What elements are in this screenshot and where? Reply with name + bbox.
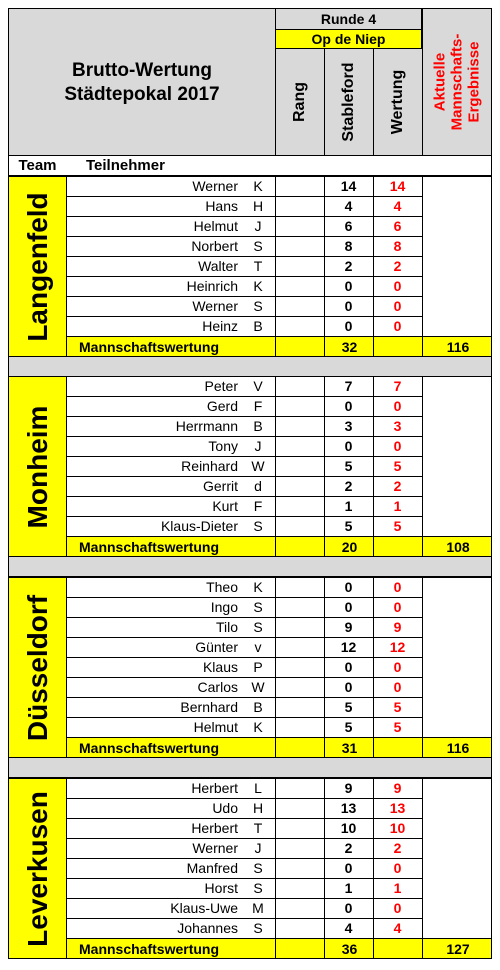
- player-initial: V: [253, 378, 263, 394]
- stableford-value: 0: [344, 298, 353, 314]
- stableford-value: 0: [344, 438, 353, 454]
- table-row: [66, 476, 492, 496]
- team-stableford-total: 20: [341, 539, 358, 555]
- table-row: [66, 778, 492, 798]
- team-summary-label: Mannschaftswertung: [79, 740, 220, 756]
- player-initial: M: [252, 900, 264, 916]
- player-initial: W: [251, 679, 265, 695]
- team-separator: [8, 356, 492, 377]
- player-initial: S: [253, 880, 263, 896]
- team-summary-row: [66, 536, 492, 557]
- table-row: [66, 456, 492, 476]
- wertung-value: 12: [389, 639, 406, 655]
- team-summary-row: [66, 737, 492, 758]
- table-row: [66, 637, 492, 657]
- wertung-value: 13: [389, 800, 406, 816]
- team-summary-label: Mannschaftswertung: [79, 539, 220, 555]
- wertung-value: 5: [393, 699, 402, 715]
- stableford-header: [324, 48, 374, 156]
- player-initial: F: [253, 398, 263, 414]
- team-col-label: Team: [18, 157, 57, 174]
- table-row: [66, 858, 492, 878]
- title-block: [8, 8, 276, 156]
- team-overall-total: 116: [446, 740, 470, 756]
- player-initial: H: [252, 198, 264, 214]
- wertung-value: 2: [393, 478, 402, 494]
- wertung-value: 14: [389, 178, 406, 194]
- course-label: Op de Niep: [311, 31, 386, 47]
- stableford-value: 5: [344, 458, 353, 474]
- player-first-name: Walter: [198, 258, 238, 274]
- player-first-name: Reinhard: [181, 458, 238, 474]
- table-row: [66, 697, 492, 717]
- player-initial: S: [253, 298, 263, 314]
- team-overall-total: 116: [446, 339, 470, 355]
- table-row: [66, 296, 492, 316]
- table-row: [66, 416, 492, 436]
- stableford-value: 10: [340, 820, 357, 836]
- team-stableford-total: 31: [341, 740, 358, 756]
- stableford-value: 8: [344, 238, 353, 254]
- stableford-value: 0: [344, 398, 353, 414]
- player-first-name: Werner: [192, 298, 238, 314]
- participants-col-label-cell: [66, 155, 492, 176]
- aktuelle-line-3: Ergebnisse: [465, 41, 483, 123]
- player-first-name: Kurt: [212, 498, 238, 514]
- stableford-header-label: Stableford: [340, 62, 357, 142]
- player-first-name: Werner: [192, 178, 238, 194]
- player-initial: P: [253, 659, 263, 675]
- player-first-name: Herbert: [191, 820, 238, 836]
- player-first-name: Heinrich: [186, 278, 238, 294]
- player-first-name: Tony: [208, 438, 238, 454]
- player-initial: K: [253, 719, 263, 735]
- wertung-value: 0: [393, 900, 402, 916]
- wertung-value: 0: [393, 438, 402, 454]
- stableford-value: 0: [344, 278, 353, 294]
- wertung-value: 9: [393, 619, 402, 635]
- table-row: [66, 617, 492, 637]
- wertung-value: 7: [393, 378, 402, 394]
- player-first-name: Udo: [212, 800, 238, 816]
- table-row: [66, 236, 492, 256]
- table-row: [66, 798, 492, 818]
- table-row: [66, 396, 492, 416]
- player-initial: J: [254, 438, 262, 454]
- player-initial: W: [251, 458, 265, 474]
- wertung-value: 0: [393, 398, 402, 414]
- player-initial: S: [253, 238, 263, 254]
- team-separator: [8, 757, 492, 778]
- stableford-value: 0: [344, 900, 353, 916]
- stableford-value: 0: [344, 579, 353, 595]
- team-summary-row: [66, 336, 492, 357]
- round-cell: [275, 8, 422, 30]
- wertung-value: 0: [393, 318, 402, 334]
- wertung-value: 0: [393, 659, 402, 675]
- course-cell: [275, 29, 422, 49]
- player-first-name: Klaus-Uwe: [170, 900, 238, 916]
- stableford-value: 0: [344, 659, 353, 675]
- player-first-name: Günter: [195, 639, 238, 655]
- wertung-value: 2: [393, 258, 402, 274]
- rang-header: [275, 48, 325, 156]
- table-row: [66, 597, 492, 617]
- player-first-name: Bernhard: [180, 699, 238, 715]
- wertung-value: 3: [393, 418, 402, 434]
- stableford-value: 9: [344, 619, 353, 635]
- player-initial: T: [253, 258, 263, 274]
- stableford-value: 4: [344, 198, 353, 214]
- player-first-name: Gerrit: [203, 478, 238, 494]
- player-initial: S: [253, 619, 263, 635]
- player-initial: S: [253, 860, 263, 876]
- player-initial: B: [253, 318, 263, 334]
- wertung-value: 5: [393, 458, 402, 474]
- stableford-value: 12: [340, 639, 357, 655]
- player-first-name: Herrmann: [175, 418, 238, 434]
- player-first-name: Ingo: [210, 599, 238, 615]
- table-row: [66, 838, 492, 858]
- stableford-value: 6: [344, 218, 353, 234]
- wertung-value: 5: [393, 719, 402, 735]
- table-row: [66, 496, 492, 516]
- stableford-value: 0: [344, 318, 353, 334]
- wertung-header: [373, 48, 423, 156]
- wertung-value: 8: [393, 238, 402, 254]
- stableford-value: 3: [344, 418, 353, 434]
- player-first-name: Peter: [204, 378, 238, 394]
- wertung-header-label: Wertung: [389, 69, 406, 135]
- table-row: [66, 176, 492, 196]
- player-initial: S: [253, 518, 263, 534]
- table-row: [66, 436, 492, 456]
- player-first-name: Klaus-Dieter: [160, 518, 238, 534]
- team-summary-label: Mannschaftswertung: [79, 339, 220, 355]
- player-first-name: Manfred: [186, 860, 238, 876]
- stableford-value: 5: [344, 699, 353, 715]
- player-first-name: Norbert: [191, 238, 238, 254]
- player-initial: v: [254, 639, 262, 655]
- team-col-label-cell: [8, 155, 67, 176]
- player-initial: J: [254, 840, 262, 856]
- team-overall-total: 108: [446, 539, 470, 555]
- wertung-value: 0: [393, 298, 402, 314]
- player-initial: H: [252, 800, 264, 816]
- title-line-2: Städtepokal 2017: [64, 84, 220, 105]
- player-initial: L: [254, 780, 262, 796]
- aktuelle-line-2: Mannschafts-: [448, 33, 466, 131]
- stableford-value: 0: [344, 860, 353, 876]
- stableford-value: 1: [344, 498, 353, 514]
- stableford-value: 14: [340, 178, 357, 194]
- stableford-value: 5: [344, 518, 353, 534]
- table-row: [66, 256, 492, 276]
- player-initial: F: [253, 498, 263, 514]
- player-initial: K: [253, 278, 263, 294]
- team-name-cell: [8, 376, 67, 557]
- stableford-value: 2: [344, 840, 353, 856]
- player-initial: B: [253, 418, 263, 434]
- rang-header-label: Rang: [291, 82, 308, 122]
- player-first-name: Horst: [204, 880, 238, 896]
- participants-col-label: Teilnehmer: [86, 157, 165, 174]
- team-name: Leverkusen: [21, 790, 53, 947]
- player-initial: K: [253, 178, 263, 194]
- table-row: [66, 276, 492, 296]
- team-name-cell: [8, 577, 67, 758]
- player-first-name: Helmut: [193, 218, 238, 234]
- player-first-name: Herbert: [191, 780, 238, 796]
- team-name: Langenfeld: [21, 191, 53, 342]
- aktuelle-line-1: Aktuelle: [431, 52, 449, 112]
- player-first-name: Helmut: [193, 719, 238, 735]
- stableford-value: 7: [344, 378, 353, 394]
- player-first-name: Heinz: [202, 318, 238, 334]
- team-summary-label: Mannschaftswertung: [79, 941, 220, 957]
- wertung-value: 9: [393, 780, 402, 796]
- wertung-value: 2: [393, 840, 402, 856]
- stableford-value: 0: [344, 679, 353, 695]
- player-first-name: Tilo: [215, 619, 238, 635]
- stableford-value: 0: [344, 599, 353, 615]
- table-row: [66, 918, 492, 938]
- aktuelle-header-label: [432, 17, 483, 147]
- table-row: [66, 898, 492, 918]
- aktuelle-header: [422, 8, 492, 156]
- table-row: [66, 818, 492, 838]
- player-initial: B: [253, 699, 263, 715]
- title-line-1: Brutto-Wertung: [71, 60, 212, 81]
- wertung-value: 6: [393, 218, 402, 234]
- stableford-value: 5: [344, 719, 353, 735]
- player-first-name: Carlos: [197, 679, 238, 695]
- player-initial: S: [253, 599, 263, 615]
- round-label: Runde 4: [320, 11, 377, 27]
- stableford-value: 2: [344, 258, 353, 274]
- wertung-value: 1: [393, 880, 402, 896]
- stableford-value: 4: [344, 920, 353, 936]
- table-row: [66, 516, 492, 536]
- wertung-value: 0: [393, 278, 402, 294]
- player-initial: d: [254, 478, 262, 494]
- team-overall-total: 127: [446, 941, 470, 957]
- team-summary-row: [66, 938, 492, 959]
- player-initial: K: [253, 579, 263, 595]
- table-row: [66, 216, 492, 236]
- wertung-value: 0: [393, 679, 402, 695]
- player-initial: T: [253, 820, 263, 836]
- wertung-value: 0: [393, 579, 402, 595]
- team-name-cell: [8, 778, 67, 959]
- table-row: [66, 316, 492, 336]
- player-first-name: Gerd: [206, 398, 238, 414]
- team-name: Monheim: [21, 405, 53, 528]
- stableford-value: 9: [344, 780, 353, 796]
- player-first-name: Johannes: [177, 920, 238, 936]
- table-row: [66, 577, 492, 597]
- table-row: [66, 376, 492, 396]
- table-row: [66, 196, 492, 216]
- stableford-value: 1: [344, 880, 353, 896]
- wertung-value: 0: [393, 860, 402, 876]
- table-row: [66, 677, 492, 697]
- team-name-cell: [8, 176, 67, 357]
- team-name: Düsseldorf: [21, 594, 53, 741]
- player-initial: J: [254, 218, 262, 234]
- player-initial: S: [253, 920, 263, 936]
- wertung-value: 10: [389, 820, 406, 836]
- player-first-name: Klaus: [202, 659, 238, 675]
- team-separator: [8, 556, 492, 577]
- wertung-value: 1: [393, 498, 402, 514]
- stableford-value: 2: [344, 478, 353, 494]
- stableford-value: 13: [340, 800, 357, 816]
- wertung-value: 4: [393, 920, 402, 936]
- team-stableford-total: 36: [341, 941, 358, 957]
- wertung-value: 4: [393, 198, 402, 214]
- wertung-value: 0: [393, 599, 402, 615]
- table-row: [66, 717, 492, 737]
- wertung-value: 5: [393, 518, 402, 534]
- team-stableford-total: 32: [341, 339, 358, 355]
- player-first-name: Werner: [192, 840, 238, 856]
- table-row: [66, 657, 492, 677]
- table-row: [66, 878, 492, 898]
- player-first-name: Hans: [205, 198, 238, 214]
- player-first-name: Theo: [206, 579, 238, 595]
